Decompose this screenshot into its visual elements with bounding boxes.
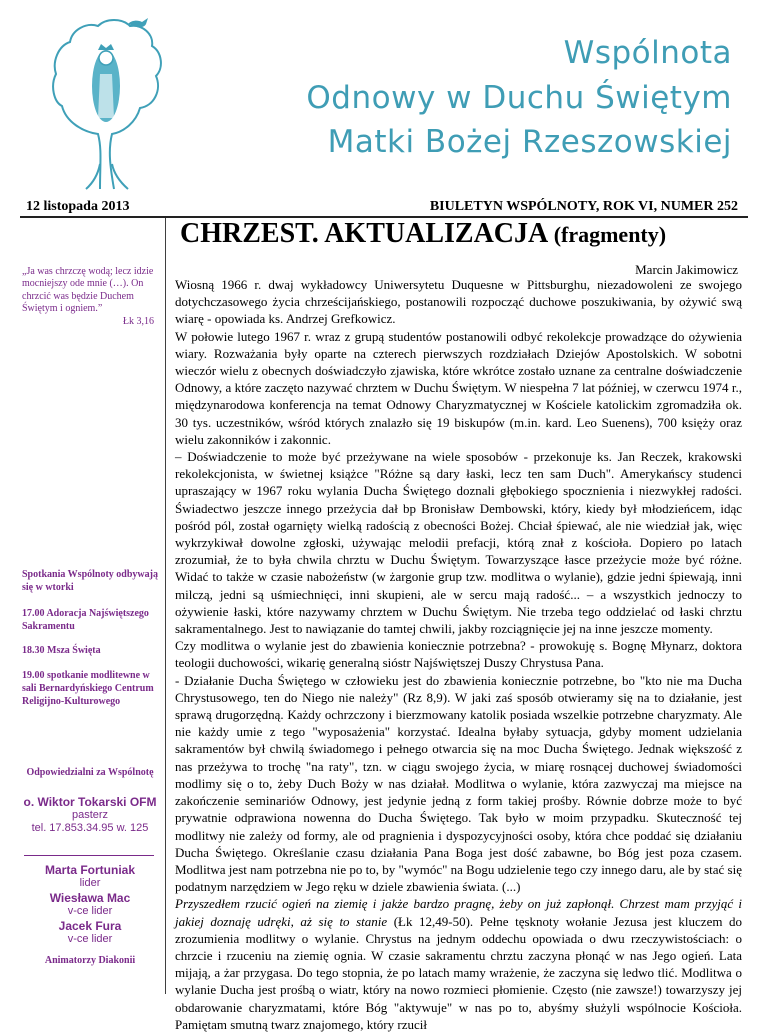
article-paragraph: – Doświadczenie to może być przeżywane na wiele sposobów - przekonuje ks. Jan Reczek, krakowski rekolekcjonista, w świetnej książce "Różne są dary łaski, lecz ten sam Duch". Amerykańscy studenci upraszający w 1967 roku wylania Ducha Świętego doznali głębokiego spocznienia i niezwykłej radości. Świadectwo jeszcze innego przeżycia dał bp Bronisław Dembowski, który, kiedy był młodzieńcem, idąc pośród pól, został ogarnięty wielką radością z obecności Bożej. Chciał śpiewać, ale nie wiedział jak, więc wykrzykiwał dowolne zgłoski, używając melodii prefacji, którą znał z kościoła. Dopiero po latach zrozumiał, że to była chwila chrztu w Duchu Świętym. Towarzyszące łasce przeżycie może być różne. Widać to także w czasie nabożeństw (w żargonie grup tzw. modlitwa o wylanie), gdzie jedni śpiewają, inni milczą, jedni są uśmiechnięci, inni skupieni, ale w sercu mają radość... – a wszystkich jednoczy to ożywienie łaski, które nazywamy chrztem w Duchu Świętym. Nie trzeba tego oddzielać od łaski chrztu sakramentalnego. Jest to nawiązanie do tamtej chwili, jakby rozciągnięcie jej na inne jeszcze momenty.	[175, 449, 742, 637]
sidebar-divider	[24, 855, 154, 856]
article-paragraph-text: (Łk 12,49-50). Pełne tęsknoty wołanie Jezusa jest kluczem do zrozumienia modlitwy o wylanie. Chrystus na jednym oddechu opowiada o dwu rzeczywistościach: o chrzcie i rzuceniu na ziemię ognia. W czasie sakramentu chrztu zaczyna płonąć w nas Jego ogień. Lata mijają, a żar przygasa. Do tego stopnia, że po latach mamy wrażenie, że zaczyna się ledwo tlić. Modlitwa o wylanie Ducha jest prośbą o wiatr, który na nowo rozmieci płomienie. Często (nie zawsze!) towarzyszy jej obdarowanie charyzmatami, które Bóg "aktywuje" w nas po to, abyśmy służyli wspólnocie Kościoła. Pamiętam smutną twarz znajomego, który rzucił	[175, 913, 742, 1032]
article-paragraph	[175, 895, 742, 1033]
article-heading	[180, 218, 666, 250]
vice-leader-role: v-ce lider	[67, 905, 113, 917]
article-title: CHRZEST. AKTUALIZACJA	[180, 218, 547, 249]
article-title-suffix: (fragmenty)	[553, 222, 667, 247]
article-author: Marcin Jakimowicz	[635, 262, 738, 277]
animators-title: Animatorzy Diakonii	[44, 955, 136, 966]
column-divider	[165, 218, 166, 994]
meeting-adoration: 17.00 Adoracja Najświętszego Sakramentu	[22, 608, 149, 632]
vice-leader-name: Wiesława Mac	[49, 891, 131, 905]
title-line-1: Wspólnota	[563, 35, 732, 71]
community-logo-tree-icon	[48, 14, 168, 192]
pastor-name: o. Wiktor Tokarski OFM	[23, 795, 157, 809]
article-paragraph: Wiosną 1966 r. dwaj wykładowcy Uniwersytetu Duquesne w Pittsburghu, niezadowoleni ze swojego dotychczasowego życia chrześcijańskiego, postanowili rozpocząć duchowe poszukiwania, by ożywić swą wiarę - opowiada ks. Andrzej Grefkowicz.	[175, 277, 742, 327]
meeting-prayer: 19.00 spotkanie modlitewne w sali Bernardyńskiego Centrum Religijno-Kulturowego	[22, 670, 154, 707]
leader-role: lider	[79, 877, 101, 889]
issue-date: 12 listopada 2013	[26, 199, 130, 214]
sidebar-quote	[22, 266, 154, 328]
leaders-block	[20, 862, 160, 946]
pastor-role: pasterz	[71, 809, 109, 821]
quote-reference: Łk 3,16	[122, 315, 154, 327]
article-paragraph: - Działanie Ducha Świętego w człowieku jest do zbawienia koniecznie potrzebne, bo "kto nie ma Ducha Chrystusowego, ten do Niego nie należy" (Rz 8,9). W jaki zaś sposób otwieramy się na to działanie, jest sprawą drugorzędną. Każdy ochrzczony i bierzmowany katolik posiada wszelkie potrzebne charyzmaty. Ale nie każdy umie z tego "wyposażenia" korzystać. Idealna byłaby sytuacja, gdyby moment udzielania sakramentów był chwilą świadomego i pełnego otwarcia się na moc Ducha Świętego. Jednak większość z nas przeżywa to trochę "na raty", tzn. w ciągu swojego życia, w miarę rosnącej duchowej świadomości modlimy się o to, żeby Duch Boży w nas działał. Modlitwa o wylanie, która zazwyczaj ma miejsce na zakończenie seminariów Odnowy, jest jedynie jedną z form takiej prośby. Równie dobrze może to być prywatnie odprawiona nowenna do Ducha Świętego. Tak było w moim przypadku. Skuteczność tej modlitwy nie zależy od formy, ale od pragnienia i dyspozycyjności osoby, która chce poddać się działaniu Ducha Świętego. Określanie czasu działania Pana Boga jest dość zabawne, bo Bóg jest poza czasem. Modlitwa jest nam potrzebna nie po to, by "wymóc" na Bogu udzielenie tego czy innego daru, ale by stać się podatnym narzędziem w Jego ręku w dziele zbawienia świata. (...)	[175, 672, 742, 895]
quote-text: „Ja was chrzczę wodą; lecz idzie mocniejszy ode mnie (…). On chrzcić was będzie Duchem Świętym i ogniem.”	[22, 266, 154, 315]
title-line-3: Matki Bożej Rzeszowskiej	[327, 124, 732, 160]
title-line-2: Odnowy w Duchu Świętym	[306, 80, 732, 116]
responsible-title: Odpowiedzialni za Wspólnotę	[26, 767, 154, 778]
leader-name: Marta Fortuniak	[44, 863, 135, 877]
bulletin-info: BIULETYN WSPÓLNOTY, ROK VI, NUMER 252	[429, 199, 738, 214]
madonna-figure-icon	[92, 44, 120, 122]
article-paragraph: W połowie lutego 1967 r. wraz z grupą studentów postanowili odbyć rekolekcje prowadzące do ożywienia wiary. Rozważania były oparte na czterech pierwszych rozdziałach Dziejów Apostolskich. W sobotni wieczór wielu z obecnych doświadczyło zjawiska, które wkrótce zostało uznane za centralne doświadczenie Odnowy, a które zaczęto nazywać chrztem w Duchu Świętym. W niespełna 7 lat później, w czerwcu 1974 r., międzynarodowa konferencja na temat Odnowy Charyzmatycznej w Kościele katolickim zgromadziła ok. 30 tys. uczestników, wśród których znalazło się 19 biskupów (m.in. kard. Leo Suenens), 700 księży oraz wielu zakonników i zakonnic.	[175, 328, 742, 447]
meeting-mass: 18.30 Msza Święta	[22, 645, 101, 656]
article-paragraph: Czy modlitwa o wylanie jest do zbawienia koniecznie potrzebna? - prowokuję s. Bognę Młynarz, doktora teologii duchowości, wikarię generalną sióstr Najświętszej Duszy Chrystusa Pana.	[175, 638, 742, 671]
pastor-block	[20, 795, 160, 835]
vice-leader-name: Jacek Fura	[58, 919, 122, 933]
pastor-phone: tel. 17.853.34.95 w. 125	[31, 822, 149, 834]
meetings-title: Spotkania Wspólnoty odbywają się w wtorki	[22, 569, 158, 593]
vice-leader-role: v-ce lider	[67, 933, 113, 945]
article-body	[175, 276, 742, 1033]
scripture-quote: Przyszedłem rzucić ogień na ziemię i jakże bardzo pragnę, żeby on już zapłonął. Chrzest mam przyjąć i jakiej doznaję udręki, aż się to stanie	[175, 896, 742, 929]
